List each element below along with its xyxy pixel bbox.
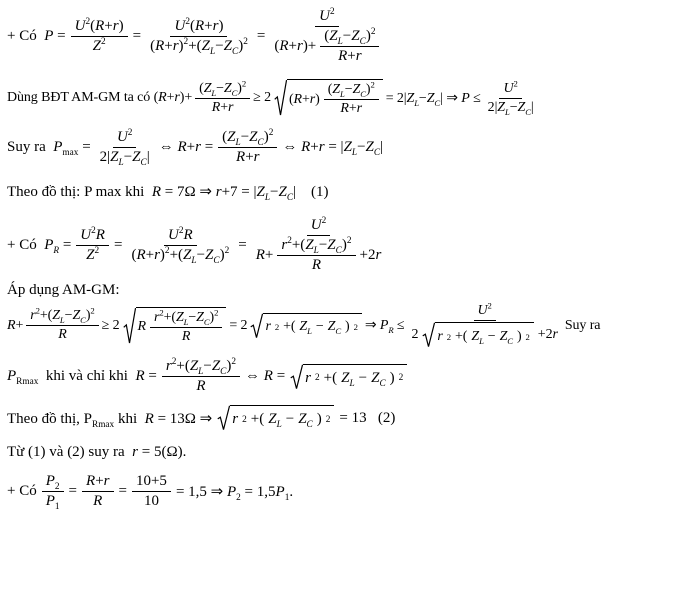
math-text-tail: = 13 (2) <box>339 409 396 426</box>
math-text: = $2|Z_L-Z_C|$ ⇒ P ≤ <box>385 90 481 108</box>
fraction-numerator: $(Z_L-Z_C)^2$ <box>320 28 379 47</box>
math-text: ⇔ R+r = <box>158 139 214 155</box>
formula-line-prmax-condition <box>7 358 675 395</box>
fraction <box>195 77 250 116</box>
fraction <box>162 358 240 395</box>
fraction-numerator: $r^2+(Z_L-Z_C)^2$ <box>150 310 222 328</box>
fraction-denominator: $2|Z_L-Z_C|$ <box>99 149 150 168</box>
formula-line-pr-definition <box>7 217 675 274</box>
math-text-lead: Dùng BĐT AM-GM ta có (R+r)+ <box>7 90 193 105</box>
fraction-denominator: R <box>311 257 321 273</box>
fraction-numerator: $(Z_L-Z_C)^2$ <box>218 129 277 148</box>
fraction-numerator: $r^2+(Z_L-Z_C)^2$ <box>277 237 355 256</box>
fraction <box>132 473 171 510</box>
square-root-body: r 2 +( $Z_L$ − $Z_C$ ) 2 <box>230 405 334 431</box>
formula-line-amgm-p <box>7 79 675 117</box>
fraction-numerator: $r^2+(Z_L-Z_C)^2$ <box>162 358 240 377</box>
math-text: ⇒ $P_R$ ≤ <box>364 318 405 335</box>
square-root-body <box>287 79 383 117</box>
fraction-denominator <box>270 27 383 65</box>
nested-fraction <box>324 79 379 117</box>
static-text: Áp dụng AM-GM: <box>7 282 120 298</box>
fraction-numerator: $U^2(R+r)$ <box>170 18 227 37</box>
square-root-body: r 2 +( $Z_L$ − $Z_C$ ) 2 <box>303 364 407 390</box>
fraction <box>146 18 252 55</box>
equals-sign: = <box>238 237 247 253</box>
inequality-sign: ≥ 2 <box>101 317 120 333</box>
fraction-denominator: $(R+r)^2+(Z_L-Z_C)^2$ <box>131 246 230 266</box>
radical-sign-icon <box>274 79 287 117</box>
math-text: +2r <box>359 247 382 263</box>
math-text-tail: = 1,5 ⇒ $P_2 = 1,5P_1$. <box>175 484 294 503</box>
math-text-lead: + Có P = <box>7 28 66 44</box>
formula-line-pmax-condition <box>7 129 675 166</box>
math-text: 2 <box>411 327 419 342</box>
math-text-lead: Theo đồ thị, $P_{Rmax}$ khi R = 13Ω ⇒ <box>7 410 213 430</box>
math-text-lead: $P_{Rmax}$ khi và chỉ khi R = <box>7 368 157 387</box>
fraction <box>96 129 154 166</box>
math-text: +2r <box>537 327 558 342</box>
fraction-denominator: 10 <box>143 493 159 509</box>
inequality-sign: ≥ 2 <box>253 90 271 105</box>
math-text: R+ <box>255 247 274 263</box>
formula-line-power-ratio <box>7 473 675 510</box>
text-line-r-result <box>7 444 675 461</box>
math-text: ⇔ $R+r = |Z_L-Z_C|$ <box>282 139 384 158</box>
square-root-body: r 2 +( $Z_L$ − $Z_C$ ) 2 <box>435 322 533 348</box>
fraction-numerator: $(Z_L-Z_C)^2$ <box>324 82 379 100</box>
radical-sign-icon <box>290 364 303 390</box>
text-line-apply-amgm <box>7 282 675 299</box>
fraction-numerator: 10+5 <box>132 473 171 492</box>
math-text: Từ (1) và (2) suy ra r = 5(Ω). <box>7 444 187 460</box>
math-text: R <box>137 319 146 334</box>
fraction <box>127 227 233 264</box>
fraction-denominator: R <box>181 328 191 344</box>
square-root <box>274 79 383 117</box>
math-text: Theo đồ thị: P max khi R = 7Ω ⇒ $r+7 = |Z_L-Z_C|$ (1) <box>7 184 329 203</box>
fraction-numerator: $U^2$ <box>499 81 521 99</box>
equals-sign: = <box>113 237 123 253</box>
square-root <box>290 364 407 390</box>
formula-line-p-definition <box>7 8 675 65</box>
fraction <box>82 473 113 510</box>
fraction-denominator: R+r <box>211 99 234 115</box>
radical-sign-icon <box>123 307 136 345</box>
equals-sign: = <box>118 483 127 499</box>
math-text-lead: + Có $P_R$ = <box>7 237 72 256</box>
fraction-numerator: $U^2(R+r)$ <box>71 18 128 37</box>
equals-sign: = <box>132 28 142 44</box>
square-root <box>123 307 227 345</box>
formula-line-graph-eq2 <box>7 405 675 431</box>
fraction-numerator: $U^2R$ <box>76 227 109 246</box>
fraction <box>218 129 277 166</box>
fraction-denominator: R+r <box>338 48 362 64</box>
math-text: (R+r) <box>288 91 320 107</box>
math-text: (R+r)+ <box>274 38 317 54</box>
math-text-lead: + Có <box>7 483 37 499</box>
math-text-lead: Suy ra $P_{max}$ = <box>7 139 91 158</box>
fraction-denominator: $Z^2$ <box>86 246 100 263</box>
fraction-numerator: $U^2$ <box>113 129 137 148</box>
math-text-lead: R+ <box>7 317 24 333</box>
fraction-denominator: $2|Z_L-Z_C|$ <box>487 99 534 117</box>
fraction-denominator: $P_1$ <box>45 493 60 512</box>
square-root-body <box>136 307 227 345</box>
fraction-denominator: $(R+r)^2+(Z_L-Z_C)^2$ <box>150 37 248 57</box>
fraction <box>76 227 109 264</box>
nested-fraction <box>277 237 355 274</box>
equals-sign: = <box>68 483 78 499</box>
fraction-numerator: $r^2+(Z_L-Z_C)^2$ <box>26 308 98 326</box>
fraction-denominator: R+r <box>236 149 260 165</box>
fraction <box>270 8 383 65</box>
fraction-numerator: $(Z_L-Z_C)^2$ <box>195 81 250 99</box>
fraction <box>408 300 562 348</box>
radical-sign-icon <box>250 313 263 339</box>
fraction-numerator: $U^2$ <box>474 303 496 321</box>
fraction <box>71 18 128 55</box>
fraction-numerator: R+r <box>82 473 113 492</box>
fraction-denominator: R <box>196 378 206 394</box>
radical-sign-icon <box>422 322 435 348</box>
fraction <box>26 305 98 343</box>
fraction-numerator: $P_2$ <box>42 473 64 492</box>
fraction-denominator: R+r <box>340 101 362 116</box>
square-root <box>250 313 361 339</box>
nested-fraction <box>320 28 379 65</box>
formula-line-graph-eq1 <box>7 182 675 201</box>
nested-fraction <box>150 306 222 345</box>
fraction-denominator <box>252 236 386 274</box>
square-root <box>217 405 334 431</box>
formula-line-amgm-pr <box>7 300 675 348</box>
fraction-denominator: R <box>58 327 67 342</box>
math-text-tail: Suy ra <box>564 317 601 333</box>
fraction-numerator: $U^2$ <box>315 8 339 27</box>
math-text: = 2 <box>229 317 248 333</box>
fraction <box>252 217 386 274</box>
equals-sign: = <box>256 28 266 44</box>
fraction-denominator: $Z^2$ <box>92 37 106 54</box>
fraction-denominator: R <box>93 493 103 509</box>
math-text: ⇔ R = <box>245 368 286 384</box>
fraction <box>42 473 64 510</box>
fraction-numerator: $U^2$ <box>307 217 331 236</box>
fraction <box>484 77 538 117</box>
fraction-numerator: $U^2R$ <box>164 227 197 246</box>
square-root <box>422 322 533 348</box>
fraction-denominator <box>408 321 562 348</box>
square-root-body: r 2 +( $Z_L$ − $Z_C$ ) 2 <box>263 313 361 339</box>
radical-sign-icon <box>217 405 230 431</box>
